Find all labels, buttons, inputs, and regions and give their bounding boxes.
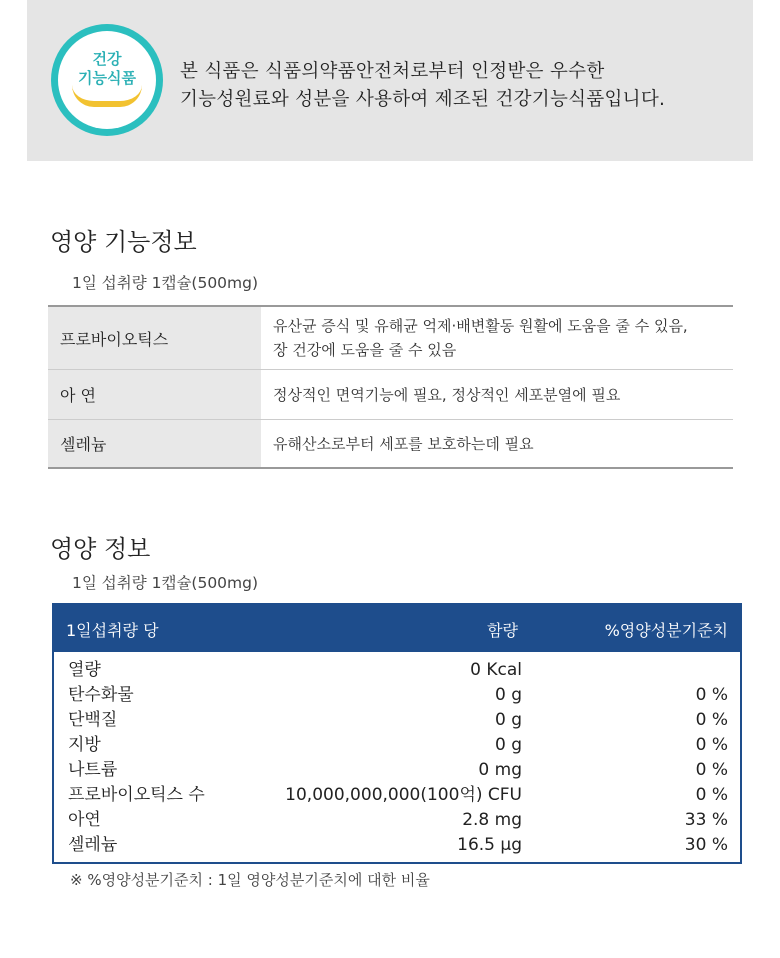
nutrient-percent: 0 % <box>695 760 728 780</box>
banner-line-2: 기능성원료와 성분을 사용하여 제조된 건강기능식품입니다. <box>180 89 666 110</box>
functional-row <box>48 419 733 467</box>
functional-info-table <box>48 305 733 469</box>
nutrient-percent: 0 % <box>695 735 728 755</box>
banner-line-1: 본 식품은 식품의약품안전처로부터 인정받은 우수한 <box>180 61 605 82</box>
nutrient-amount: 2.8 mg <box>462 810 522 830</box>
nutrient-name: 열량 <box>68 660 101 680</box>
nutrition-row <box>54 708 740 733</box>
nutrition-table-header <box>54 605 740 652</box>
nutrition-row <box>54 783 740 808</box>
functional-row-desc <box>261 307 733 369</box>
functional-info-title: 영양 기능정보 <box>50 228 197 256</box>
nutrient-amount: 0 g <box>494 735 522 755</box>
nutrition-table-body <box>54 652 740 858</box>
nutrient-name: 셀레늄 <box>68 835 118 855</box>
nutrition-footnote: ※ %영양성분기준치 : 1일 영양성분기준치에 대한 비율 <box>70 871 430 889</box>
nutrition-row <box>54 758 740 783</box>
badge-text-line2: 기능식품 <box>78 69 136 87</box>
nutrient-name: 나트륨 <box>68 760 118 780</box>
functional-row <box>48 307 733 369</box>
badge-smile-icon <box>72 85 142 107</box>
badge-text-line1: 건강 <box>92 50 122 68</box>
functional-row-desc: 유해산소로부터 세포를 보호하는데 필요 <box>273 434 534 453</box>
functional-serving: 1일 섭취량 1캡슐(500mg) <box>72 274 259 292</box>
badge-agency-text: 식품의약품안전처 <box>76 108 138 117</box>
nutrition-row <box>54 833 740 858</box>
nutrition-row <box>54 658 740 683</box>
functional-row-name: 셀레늄 <box>48 420 261 467</box>
functional-row-desc-text: 유산균 증식 및 유해균 억제·배변활동 원활에 도움을 줄 수 있음, 장 건강에 도움을 줄 수 있음 <box>273 317 688 359</box>
nutrient-amount: 0 mg <box>478 760 522 780</box>
nutrient-amount: 16.5 μg <box>457 835 522 855</box>
nutrition-table <box>52 603 742 864</box>
header-per-serving: 1일섭취량 당 <box>66 621 159 640</box>
functional-row-name: 아 연 <box>48 370 261 419</box>
health-food-badge <box>51 24 163 136</box>
nutrient-name: 지방 <box>68 735 101 755</box>
nutrition-serving: 1일 섭취량 1캡슐(500mg) <box>72 574 259 592</box>
functional-row-desc: 정상적인 면역기능에 필요, 정상적인 세포분열에 필요 <box>273 385 621 404</box>
nutrition-info-title: 영양 정보 <box>50 535 151 563</box>
nutrient-percent: 30 % <box>684 835 728 855</box>
nutrient-percent: 33 % <box>684 810 728 830</box>
nutrient-name: 프로바이오틱스 수 <box>68 785 205 805</box>
nutrition-row <box>54 808 740 833</box>
nutrition-row <box>54 733 740 758</box>
nutrient-name: 아연 <box>68 810 101 830</box>
nutrient-amount: 10,000,000,000(100억) CFU <box>285 785 522 805</box>
nutrient-amount: 0 Kcal <box>470 660 522 680</box>
header-amount: 함량 <box>487 621 518 640</box>
nutrition-row <box>54 683 740 708</box>
functional-row <box>48 369 733 419</box>
nutrient-percent: 0 % <box>695 710 728 730</box>
banner-text <box>180 58 665 114</box>
nutrient-name: 단백질 <box>68 710 118 730</box>
nutrient-amount: 0 g <box>494 685 522 705</box>
nutrient-percent: 0 % <box>695 685 728 705</box>
header-percent: %영양성분기준치 <box>604 621 728 640</box>
nutrient-amount: 0 g <box>494 710 522 730</box>
nutrient-name: 탄수화물 <box>68 685 134 705</box>
nutrient-percent: 0 % <box>695 785 728 805</box>
functional-row-name: 프로바이오틱스 <box>48 307 261 369</box>
